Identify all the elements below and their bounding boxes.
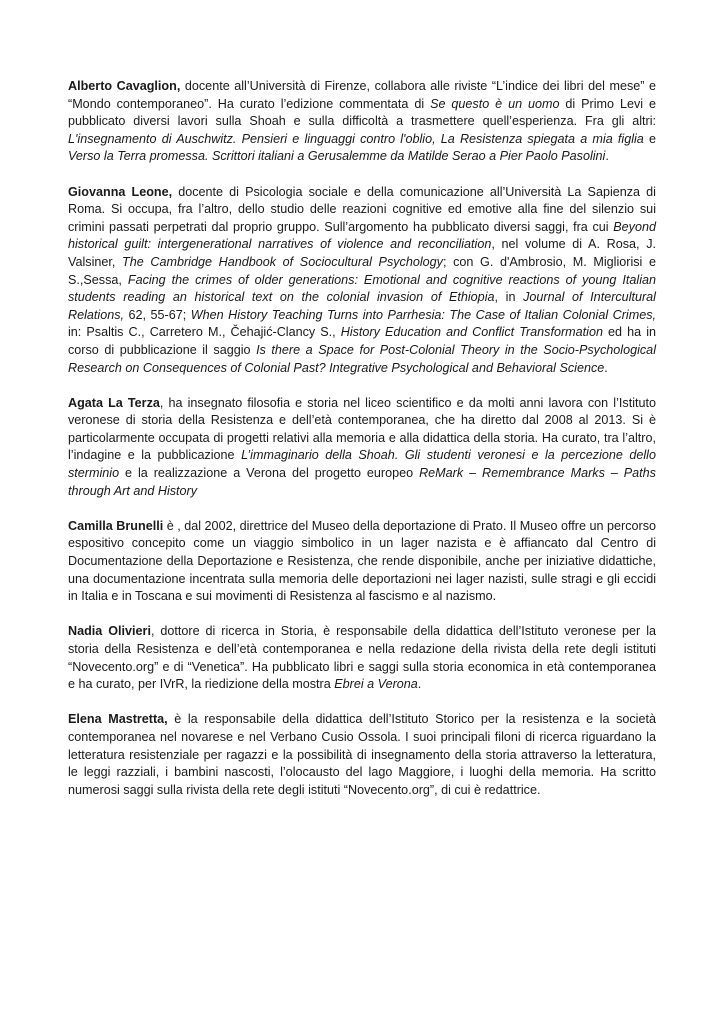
bio-paragraph (68, 395, 656, 501)
bio-paragraph (68, 711, 656, 799)
italic-title: L'insegnamento di Auschwitz. Pensieri e linguaggi contro l'oblio, La Resistenza spiegata a mia figlia (68, 131, 644, 146)
bio-text: è la responsabile della didattica dell’Istituto Storico per la resistenza e la società contemporanea nel novarese e nel Verbano Cusio Ossola. I suoi principali filoni di ricerca riguardano la letteratura resistenziale per ragazzi e la possibilità di insegnamento della storia attraverso la letteratura, le leggi razziali, i bambini nascosti, l’olocausto del lago Maggiore, i luoghi della memoria. Ha scritto numerosi saggi sulla rivista della rete degli istituti “Novecento.org”, di cui è redattrice. (68, 712, 656, 797)
bio-text: . (604, 360, 608, 375)
italic-title: Is there a Space for Post-Colonial Theory in the Socio-Psychological Research on Consequences of Colonial Past? Integrative Psychological and Behavioral Science (68, 342, 656, 375)
italic-title: Journal of Intercultural Relations, (68, 290, 656, 322)
bio-text: ; con G. d'Ambrosio, M. Migliorisi e S.,Sessa, (68, 254, 656, 287)
italic-title: When History Teaching Turns into Parrhesia: The Case of Italian Colonial Crimes, (190, 307, 656, 322)
author-name: Elena Mastretta, (68, 712, 168, 727)
italic-title: The Cambridge Handbook of Sociocultural Psychology (122, 254, 443, 269)
bio-paragraph (68, 623, 656, 693)
author-name: Agata La Terza (68, 395, 160, 410)
bio-text: docente all’Università di Firenze, collabora alle riviste “L’indice dei libri del mese” e “Mondo contemporaneo”. Ha curato l’edizione commentata di (68, 79, 657, 111)
italic-title: Se questo è un uomo (430, 96, 560, 111)
bio-paragraph (68, 78, 656, 166)
bio-text: , nel volume di A. Rosa, J. Valsiner, (68, 237, 657, 269)
bio-text: e la realizzazione a Verona del progetto europeo (119, 466, 420, 481)
bio-text: è , dal 2002, direttrice del Museo della deportazione di Prato. Il Museo offre un percorso espositivo concepito come un viaggio simbolico in un lager nazista e è affiancato dal Centro di Documentazione della Deportazione e Resistenza, che rende disponibile, anche per iniziative didattiche, una documentazione incentrata sulla memoria delle deportazioni nei lager nazisti, sulle stragi e gli eccidi in Italia e in Toscana e sui movimenti di Resistenza al fascismo e al nazismo. (68, 518, 657, 604)
italic-title: Verso la Terra promessa. Scrittori italiani a Gerusalemme da Matilde Serao a Pier Paolo Pasolini (68, 149, 606, 164)
bio-text: , ha insegnato filosofia e storia nel liceo scientifico e da molti anni lavora con l’Istituto veronese di storia della Resistenza e dell’età contemporanea, che ha diretto dal 2008 al 2013. Si è particolarmente occupata di progetti relativi alla memoria e alla didattica della storia. Ha curato, tra l’altro, l’indagine e la pubblicazione (68, 395, 656, 463)
bio-text: , in (494, 290, 524, 305)
bio-text: di Primo Levi e pubblicato diversi lavori sulla Shoah e sulla difficoltà a trasmettere quell’esperienza. Fra gli altri: (68, 96, 656, 129)
bio-text: in: Psaltis C., Carretero M., Čehajić-Clancy S., (68, 325, 341, 340)
bio-text: 62, 55-67; (124, 307, 191, 322)
document-page (68, 78, 656, 817)
author-name: Nadia Olivieri (68, 624, 151, 639)
author-name: Alberto Cavaglion, (68, 79, 181, 93)
bio-text: , dottore di ricerca in Storia, è responsabile della didattica dell’Istituto veronese per la storia della Resistenza e dell’età contemporanea e nella redazione della rivista della rete degli istituti “Novecento.org” e di “Venetica”. Ha pubblicato libri e saggi sulla storia economica in età contemporanea e ha curato, per IVrR, la riedizione della mostra (68, 624, 656, 692)
author-name: Giovanna Leone, (68, 184, 173, 199)
bio-paragraph (68, 518, 656, 606)
italic-title: ReMark – Remembrance Marks – Paths through Art and History (68, 466, 656, 498)
bio-text: ed ha in corso di pubblicazione il saggio (68, 325, 656, 357)
bio-text: docente di Psicologia sociale e della comunicazione all’Università La Sapienza di Roma. Si occupa, fra l’altro, dello studio delle reazioni cognitive ed emotive alla fine del silenzio sui crimini passati perpetrati dal proprio gruppo. Sull’argomento ha pubblicato diversi saggi, fra cui (68, 184, 656, 234)
bio-text: . (605, 149, 609, 164)
italic-title: Facing the crimes of older generations: Emotional and cognitive reactions of young Italian students reading an historical text on the colonial invasion of Ethiopia (68, 272, 656, 305)
italic-title: Ebrei a Verona (334, 677, 418, 692)
italic-title: History Education and Conflict Transformation (340, 325, 603, 340)
italic-title: L’immaginario della Shoah. Gli studenti veronesi e la percezione dello sterminio (68, 448, 656, 481)
bio-paragraph (68, 184, 656, 378)
author-name: Camilla Brunelli (68, 518, 164, 533)
italic-title: Beyond historical guilt: intergenerational narratives of violence and reconciliation (68, 219, 656, 252)
bio-text: . (417, 677, 422, 692)
bio-text: e (643, 131, 656, 146)
